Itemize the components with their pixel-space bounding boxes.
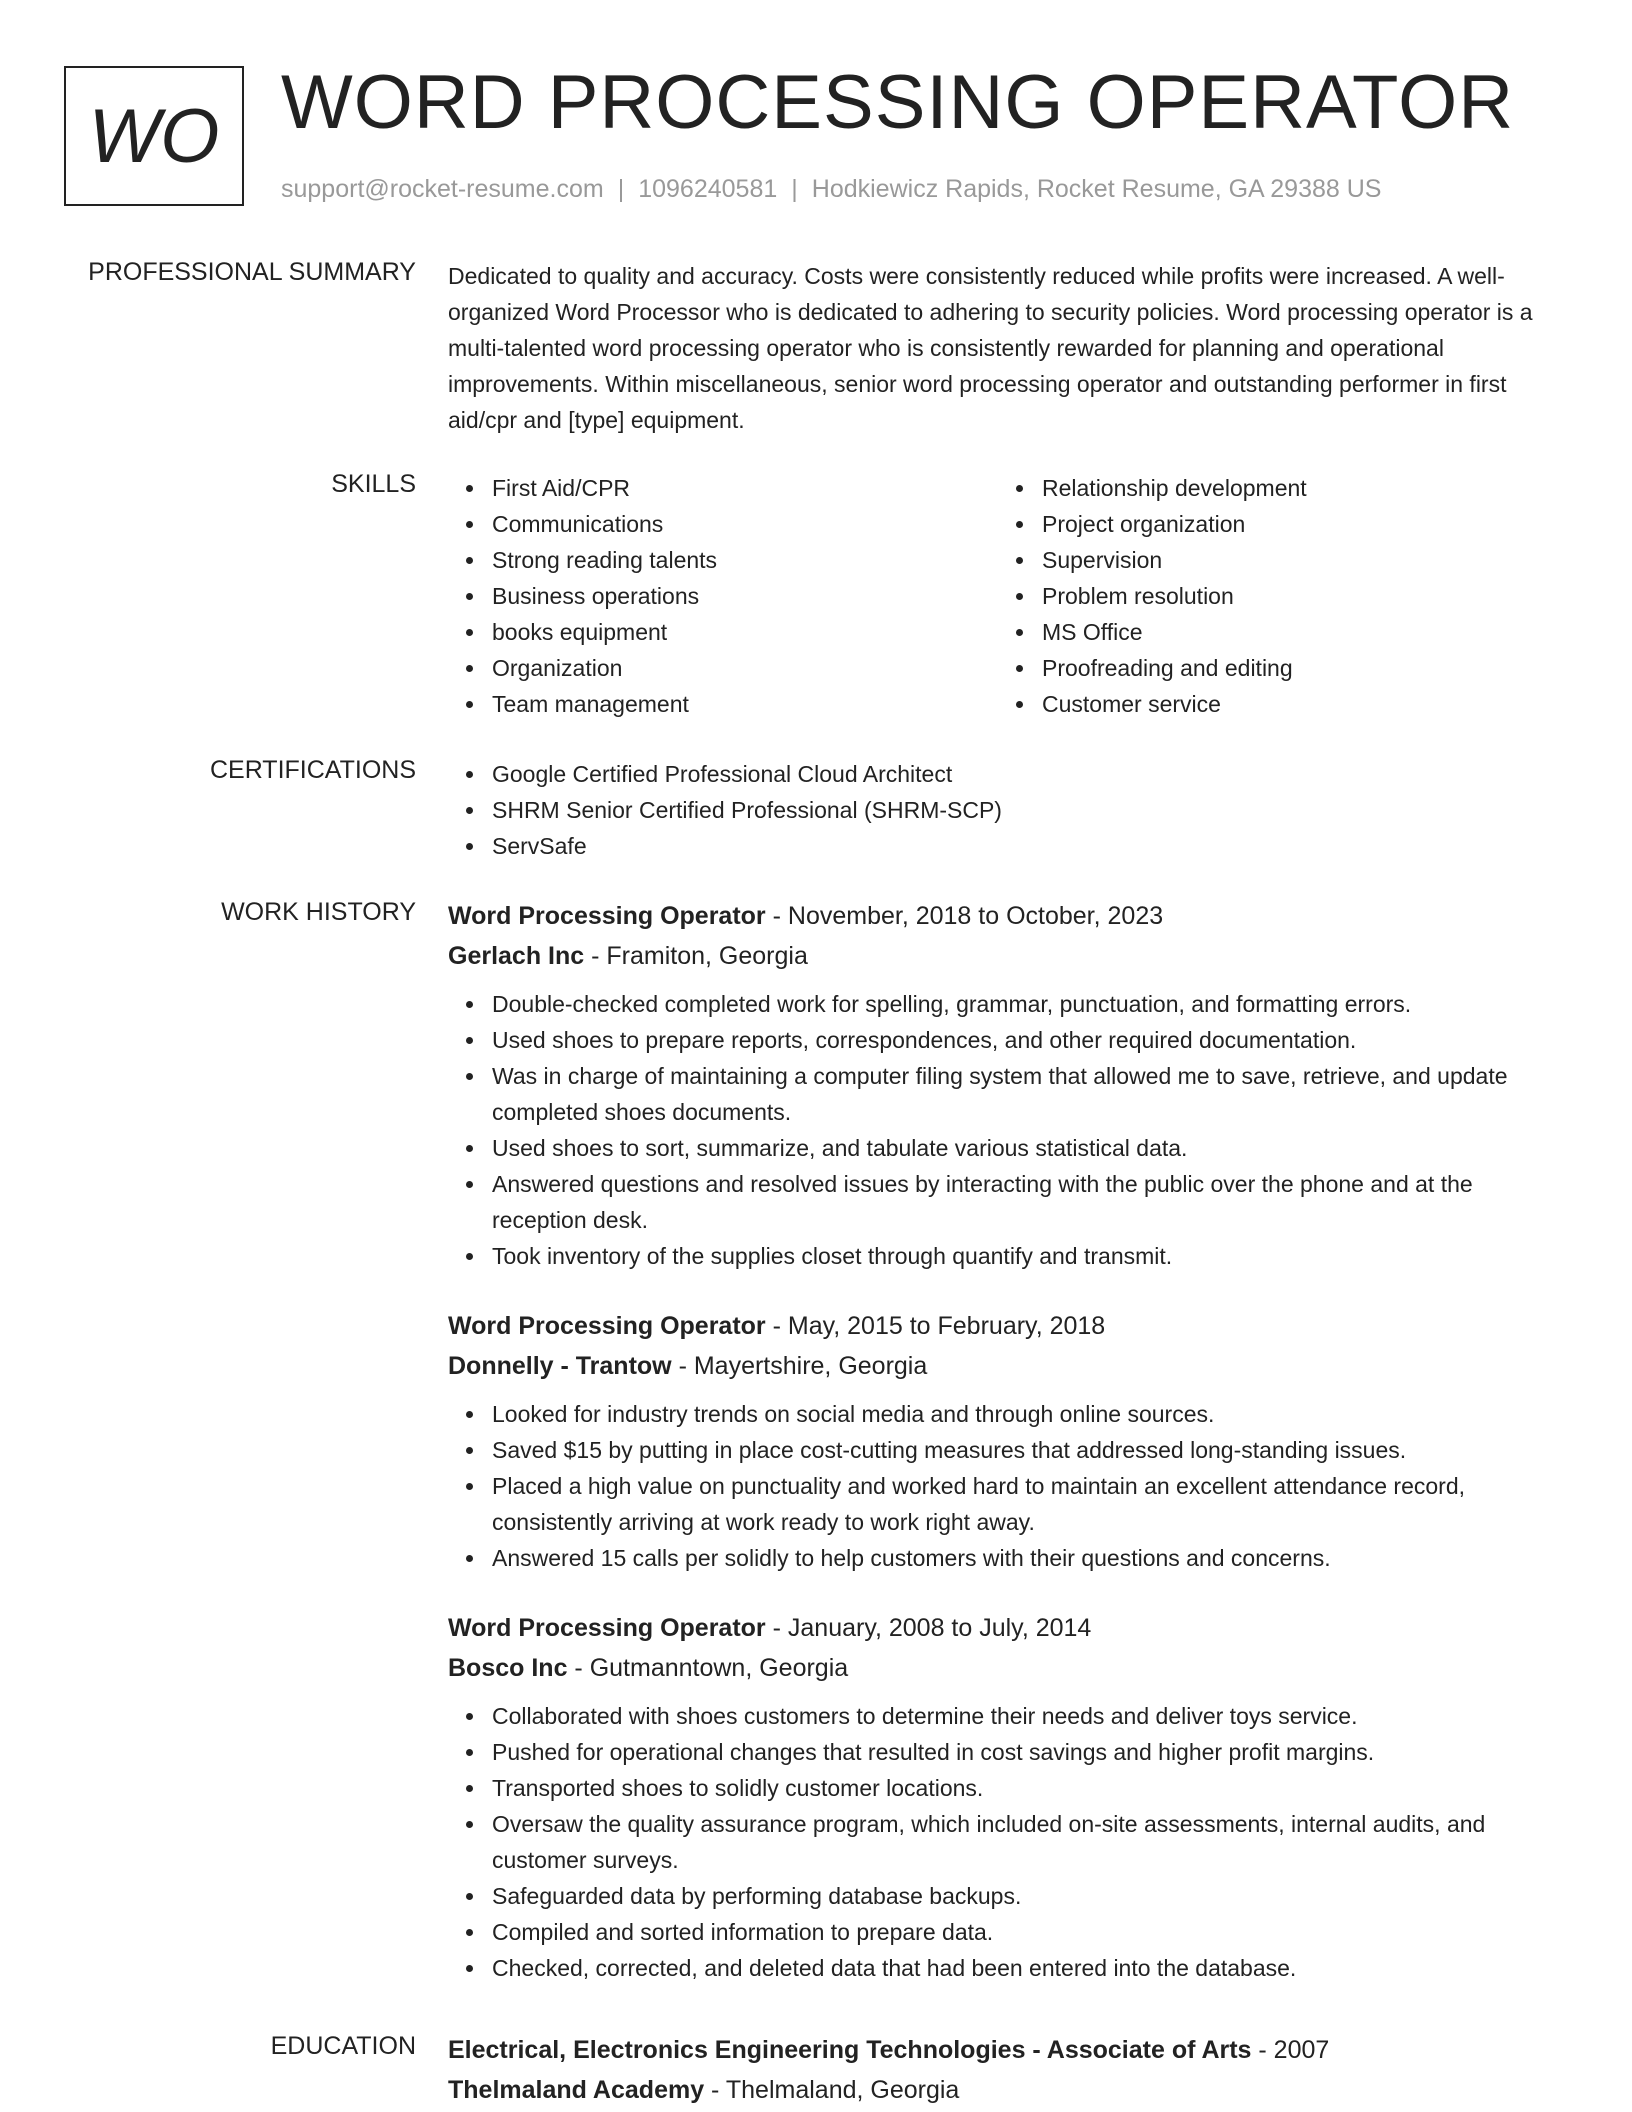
job-title-line (448, 1608, 1568, 1648)
skills-list-left (448, 470, 998, 722)
candidate-name: WORD PROCESSING OPERATOR (281, 60, 1515, 145)
skill-item: Project organization (998, 506, 1548, 542)
contact-phone: 1096240581 (638, 175, 778, 203)
education-label: EDUCATION (270, 2032, 416, 2060)
skill-item: Organization (448, 650, 998, 686)
contact-separator: | (617, 175, 625, 203)
skill-item: Supervision (998, 542, 1548, 578)
job-bullets (448, 1396, 1568, 1576)
education-school-line (448, 2070, 1568, 2110)
job-bullet: Pushed for operational changes that resulted in cost savings and higher profit margins. (448, 1734, 1568, 1770)
work-history-label: WORK HISTORY (221, 898, 416, 926)
education-degree-line (448, 2030, 1568, 2070)
education-school: Thelmaland Academy (448, 2076, 705, 2104)
skill-item: Relationship development (998, 470, 1548, 506)
job-bullet: Looked for industry trends on social media and through online sources. (448, 1396, 1568, 1432)
work-history-body (448, 896, 1568, 2018)
monogram-box (64, 66, 244, 206)
skill-item: MS Office (998, 614, 1548, 650)
job-company: Gerlach Inc (448, 942, 585, 970)
skill-item: Business operations (448, 578, 998, 614)
skill-item: Proofreading and editing (998, 650, 1548, 686)
job-company-line (448, 1648, 1568, 1688)
job-bullet: Answered questions and resolved issues by interacting with the public over the phone and at the reception desk. (448, 1166, 1568, 1238)
skills-label: SKILLS (331, 470, 416, 498)
job-dates: - January, 2008 to July, 2014 (765, 1614, 1092, 1642)
job-title-line (448, 1306, 1568, 1346)
contact-separator: | (791, 175, 798, 203)
skill-item: Team management (448, 686, 998, 722)
skill-item: Problem resolution (998, 578, 1548, 614)
contact-line (281, 175, 1381, 204)
skill-item: First Aid/CPR (448, 470, 998, 506)
skill-item: books equipment (448, 614, 998, 650)
job-bullet: Used shoes to prepare reports, correspondences, and other required documentation. (448, 1022, 1568, 1058)
job-title: Word Processing Operator (448, 902, 766, 930)
job-bullets (448, 1698, 1568, 1986)
certifications-list (448, 756, 1568, 864)
skill-item: Customer service (998, 686, 1548, 722)
job-bullet: Placed a high value on punctuality and worked hard to maintain an excellent attendance record, consistently arriving at work ready to work right away. (448, 1468, 1568, 1540)
certifications-body (448, 756, 1568, 864)
job-company-line (448, 936, 1568, 976)
job-title: Word Processing Operator (448, 1312, 766, 1340)
education-body (448, 2030, 1568, 2110)
education-year: - 2007 (1251, 2036, 1330, 2064)
job-bullets (448, 986, 1568, 1274)
monogram-text: WO (88, 93, 220, 179)
job-location: - Gutmanntown, Georgia (567, 1654, 849, 1682)
job-bullet: Was in charge of maintaining a computer filing system that allowed me to save, retrieve, and update completed shoes documents. (448, 1058, 1568, 1130)
job-bullet: Double-checked completed work for spelling, grammar, punctuation, and formatting errors. (448, 986, 1568, 1022)
job-location: - Mayertshire, Georgia (671, 1352, 928, 1380)
job-location: - Framiton, Georgia (584, 942, 808, 970)
job-company: Donnelly - Trantow (448, 1352, 672, 1380)
certifications-label: CERTIFICATIONS (209, 756, 416, 784)
job-bullet: Checked, corrected, and deleted data that had been entered into the database. (448, 1950, 1568, 1986)
job-bullet: Transported shoes to solidly customer locations. (448, 1770, 1568, 1806)
job-bullet: Used shoes to sort, summarize, and tabulate various statistical data. (448, 1130, 1568, 1166)
job-bullet: Answered 15 calls per solidly to help customers with their questions and concerns. (448, 1540, 1568, 1576)
job-entry (448, 1306, 1568, 1576)
job-bullet: Collaborated with shoes customers to determine their needs and deliver toys service. (448, 1698, 1568, 1734)
job-entry (448, 896, 1568, 1274)
summary-text: Dedicated to quality and accuracy. Costs were consistently reduced while profits were increased. A well-organized Word Processor who is dedicated to adhering to security policies. Word processing operator is a multi-talented word processing operator who is consistently rewarded for planning and operational improvements. Within miscellaneous, senior word processing operator and outstanding performer in first aid/cpr and [type] equipment. (448, 263, 1533, 433)
job-bullet: Safeguarded data by performing database backups. (448, 1878, 1568, 1914)
certification-item: SHRM Senior Certified Professional (SHRM-SCP) (448, 792, 1568, 828)
summary-label: PROFESSIONAL SUMMARY (88, 258, 416, 286)
certification-item: ServSafe (448, 828, 1568, 864)
certification-item: Google Certified Professional Cloud Architect (448, 756, 1568, 792)
contact-address: Hodkiewicz Rapids, Rocket Resume, GA 29388 US (811, 175, 1382, 203)
education-location: - Thelmaland, Georgia (704, 2076, 960, 2104)
job-dates: - May, 2015 to February, 2018 (765, 1312, 1106, 1340)
job-dates: - November, 2018 to October, 2023 (765, 902, 1164, 930)
job-bullet: Compiled and sorted information to prepare data. (448, 1914, 1568, 1950)
job-title: Word Processing Operator (448, 1614, 766, 1642)
job-bullet: Took inventory of the supplies closet through quantify and transmit. (448, 1238, 1568, 1274)
contact-email: support@rocket-resume.com (281, 175, 604, 203)
job-title-line (448, 896, 1568, 936)
skills-body (448, 470, 1568, 722)
skills-list-right (998, 470, 1548, 722)
job-bullet: Saved $15 by putting in place cost-cutting measures that addressed long-standing issues. (448, 1432, 1568, 1468)
job-entry (448, 1608, 1568, 1986)
summary-body (448, 258, 1568, 438)
job-company-line (448, 1346, 1568, 1386)
skill-item: Strong reading talents (448, 542, 998, 578)
education-degree: Electrical, Electronics Engineering Technologies - Associate of Arts (448, 2036, 1252, 2064)
job-company: Bosco Inc (448, 1654, 568, 1682)
skill-item: Communications (448, 506, 998, 542)
job-bullet: Oversaw the quality assurance program, which included on-site assessments, internal audits, and customer surveys. (448, 1806, 1568, 1878)
